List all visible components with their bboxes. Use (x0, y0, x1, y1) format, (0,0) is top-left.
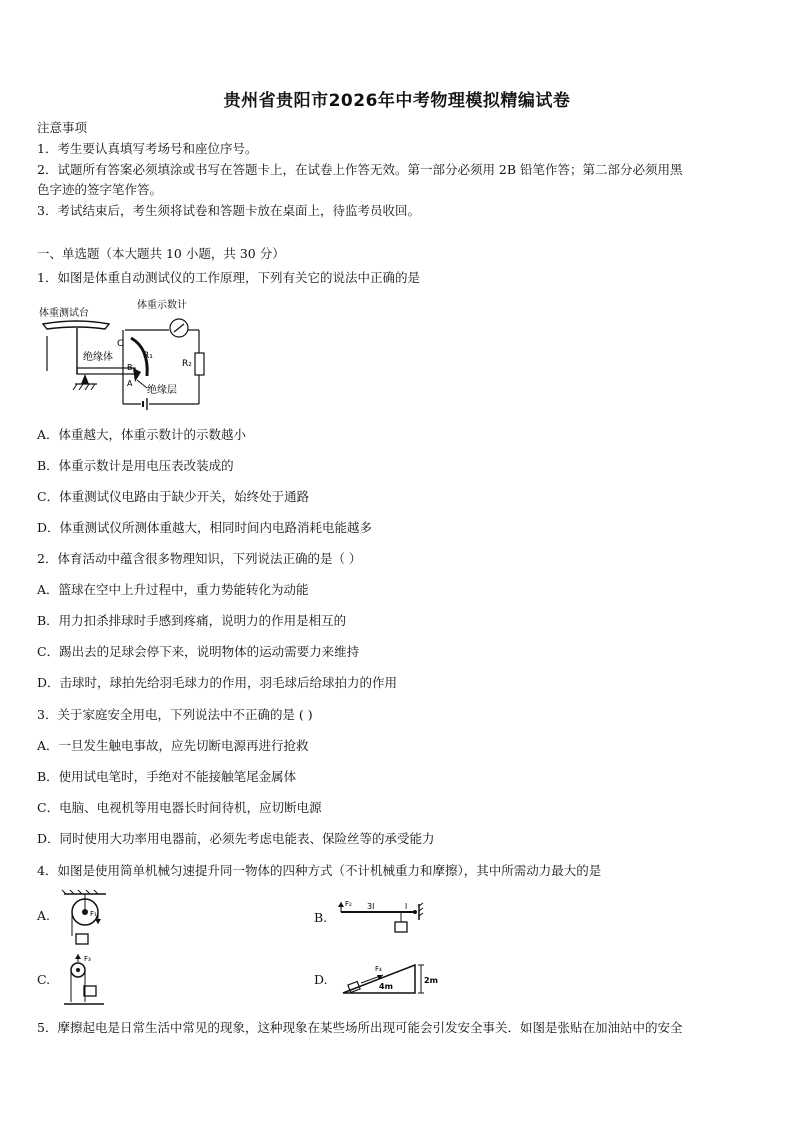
notice-item: 2．试题所有答案必须填涂或书写在答题卡上，在试卷上作答无效。第一部分必须用 2B 铅笔作答；第二部分必须用黑 (37, 162, 683, 177)
option: B．使用试电笔时，手绝对不能接触笔尾金属体 (37, 769, 297, 784)
option-label-c: C. (37, 972, 51, 987)
option: A．一旦发生触电事故，应先切断电源再进行抢救 (37, 738, 309, 753)
meter-label: 体重示数计 (137, 300, 187, 311)
f4-label: F₄ (375, 965, 382, 973)
notice-item: 色字迹的签字笔作答。 (37, 182, 163, 197)
lever-diagram-b (335, 898, 435, 938)
f1-label: F₁ (90, 910, 97, 918)
question-stem: 4．如图是使用简单机械匀速提升同一物体的四种方式（不计机械重力和摩擦），其中所需动力最大的是 (37, 863, 602, 878)
option-label-b: B. (314, 910, 328, 925)
notice-item: 1．考生要认真填写考场号和座位序号。 (37, 141, 258, 156)
platform-label: 体重测试台 (39, 308, 89, 319)
notice-heading: 注意事项 (37, 120, 88, 135)
weight-tester-diagram (37, 296, 237, 414)
question-stem: 1．如图是体重自动测试仪的工作原理，下列有关它的说法中正确的是 (37, 270, 420, 285)
question-stem: 5．摩擦起电是日常生活中常见的现象，这种现象在某些场所出现可能会引发安全事关．如图是张贴在加油站中的安全 (37, 1020, 683, 1035)
question-stem: 3．关于家庭安全用电，下列说法中不正确的是 ( ) (37, 707, 313, 722)
option: C．电脑、电视机等用电器长时间待机，应切断电源 (37, 800, 322, 815)
option: A．篮球在空中上升过程中，重力势能转化为动能 (37, 582, 309, 597)
insulator-label: 绝缘体 (83, 352, 113, 363)
r2-label: R₂ (182, 359, 192, 369)
incline-diagram-d (335, 955, 438, 1001)
option: D．体重测试仪所测体重越大，相同时间内电路消耗电能越多 (37, 520, 373, 535)
option: B．用力扣杀排球时手感到疼痛，说明力的作用是相互的 (37, 613, 347, 628)
option-label-a: A. (37, 908, 51, 923)
len-2m-label: 2m (424, 976, 438, 985)
section-heading: 一、单选题（本大题共 10 小题，共 30 分） (37, 246, 285, 261)
option-label-d: D. (314, 972, 328, 987)
option: C．踢出去的足球会停下来，说明物体的运动需要力来维持 (37, 644, 360, 659)
option: D．击球时，球拍先给羽毛球力的作用，羽毛球后给球拍力的作用 (37, 675, 398, 690)
notice-item: 3．考试结束后，考生须将试卷和答题卡放在桌面上，待监考员收回。 (37, 203, 420, 218)
option: C．体重测试仪电路由于缺少开关，始终处于通路 (37, 489, 310, 504)
f2-label: F₂ (345, 900, 352, 908)
len-4m-label: 4m (379, 982, 393, 991)
insulating-layer-label: 绝缘层 (147, 385, 177, 396)
f3-label: F₃ (84, 955, 91, 963)
r1-label: R₁ (143, 351, 153, 361)
b-label: B (127, 363, 133, 372)
len-l-label: l (405, 902, 408, 911)
a-label: A (127, 379, 133, 388)
option: A．体重越大，体重示数计的示数越小 (37, 427, 247, 442)
option: B．体重示数计是用电压表改装成的 (37, 458, 234, 473)
pulley-diagram-a (60, 890, 110, 950)
len-3l-label: 3l (367, 902, 375, 911)
pulley-diagram-c (60, 952, 110, 1008)
c-label: C (117, 339, 124, 349)
question-stem: 2．体育活动中蕴含很多物理知识，下列说法正确的是（ ） (37, 551, 362, 566)
page-title: 贵州省贵阳市2026年中考物理模拟精编试卷 (223, 91, 571, 111)
option: D．同时使用大功率用电器前，必须先考虑电能表、保险丝等的承受能力 (37, 831, 435, 846)
